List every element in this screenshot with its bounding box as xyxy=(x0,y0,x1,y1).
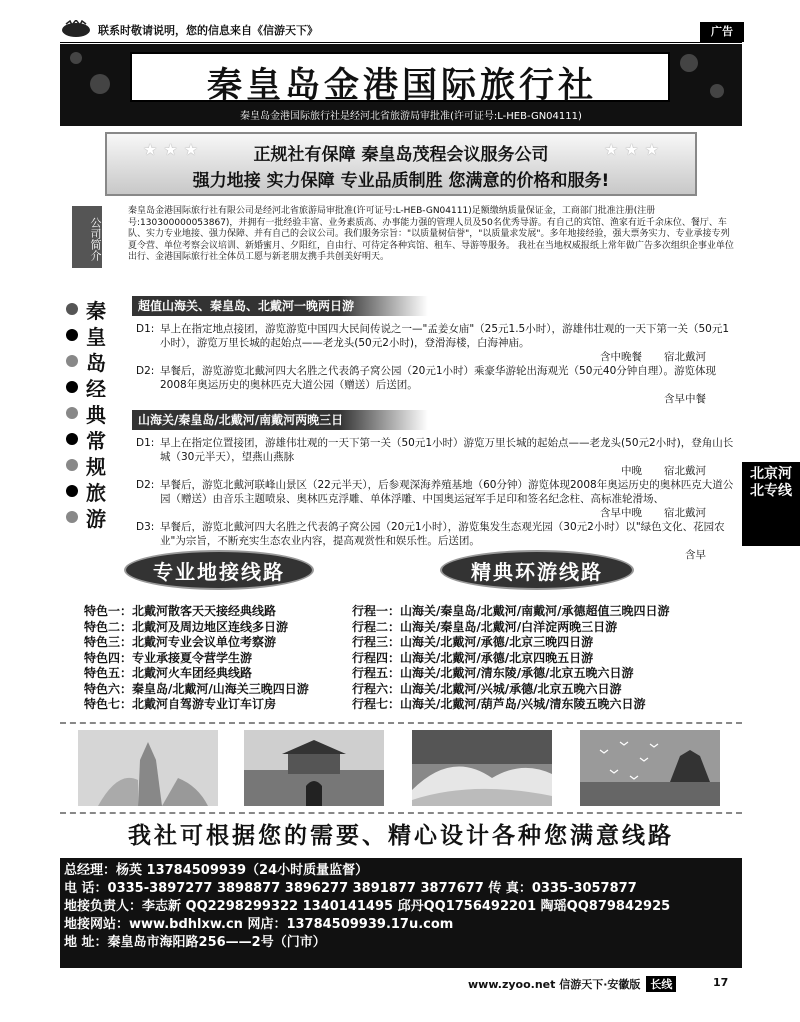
custom-routes-banner: 我社可根据您的需要、精心设计各种您满意线路 xyxy=(128,822,674,849)
day-text: 早餐后，游览游览北戴河四大名胜之代表鸽子窝公园（20元1小时）乘豪华游轮出海观光（50元40分钟自理）。游览体现2008年奥运历史的奥林匹克大道公园（赠送）后送团。 xyxy=(160,365,717,391)
slogan-line-2: 强力地接 实力保障 专业品质制胜 您满意的价格和服务! xyxy=(192,171,610,191)
list-item: 行程七：山海关/北戴河/葫芦岛/兴城/清东陵五晚六日游 xyxy=(352,697,646,711)
bullet-icon xyxy=(66,355,78,367)
day-tail: 中晚 宿北戴河 xyxy=(621,465,706,477)
vertical-char: 游 xyxy=(86,506,106,531)
publisher-logo-icon xyxy=(60,20,92,38)
list-item: 特色七：北戴河自驾游专业订车订房 xyxy=(84,697,277,711)
list-item: 行程四：山海关/北戴河/承德/北京四晚五日游 xyxy=(352,650,594,665)
phone-line: 电 话：0335-3897277 3898877 3896277 3891877 3877677 传 真：0335-3057877 xyxy=(64,881,637,896)
vertical-char: 规 xyxy=(86,454,106,479)
footer-site: www.zyoo.net 信游天下·安徽版 xyxy=(468,978,641,991)
list-item: 行程三：山海关/北戴河/承德/北京三晚四日游 xyxy=(352,635,594,649)
route-title: 超值山海关、秦皇岛、北戴河一晚两日游 xyxy=(132,296,428,316)
footer-tag: 长线 xyxy=(646,976,676,992)
list-item: 特色二：北戴河及周边地区连线多日游 xyxy=(84,619,289,634)
list-item: 特色三：北戴河专业会议单位考察游 xyxy=(84,635,277,649)
intro-text: 秦皇岛金港国际旅行社有限公司是经河北省旅游局审批准(许可证号:L-HEB-GN04111)足额缴纳质量保证金，工商部门批准注册(注册号:130300000053867)，并拥有一批经验丰富、业务素质高、办事能力强的管理人员及50名优秀导游。有自己的宾馆、渔家有近千余床位、餐厅、车队、实力专业地接、强力保障、并有自己的会议公司。我们服务宗旨："以质量树信誉"，"以质量求发展"。多年地接经验，强大票务实力、专业承接专列 夏令营、单位考察会议培训、新婚蜜月、夕阳红，自由行、可待定各种宾馆、租车、导游等服务。 我社在当地权威报纸上常年做广告多次组织企事业单位出行、金港国际旅行社全体员工愿与新老朋友携手共创美好明天。 xyxy=(128,206,734,262)
day-text: 早上在指定地点接团，游览游览中国四大民间传说之一—"孟姜女庙"（25元1.5小时），游雄伟壮观的一天下第一关（50元1小时），游览万里长城的起始点——老龙头(50元2小时)，登滑海楼，白海神庙。 xyxy=(160,323,730,349)
bullet-icon xyxy=(66,459,78,471)
slogan-box xyxy=(105,132,697,196)
bullet-icon xyxy=(66,485,78,497)
slogan-line-1: 正规社有保障 秦皇岛茂程会议服务公司 xyxy=(253,145,549,165)
vertical-char: 经 xyxy=(86,376,106,401)
top-strip xyxy=(0,0,800,42)
vertical-char: 皇 xyxy=(86,324,106,349)
list-item: 行程六：山海关/北戴河/兴城/承德/北京五晚六日游 xyxy=(352,681,622,696)
decor-dot xyxy=(680,54,698,72)
vertical-char: 岛 xyxy=(86,350,106,375)
day-tail: 含早中晚 宿北戴河 xyxy=(600,507,706,519)
route-details xyxy=(136,436,736,562)
ad-tab: 广告 xyxy=(700,22,744,42)
bullet-icon xyxy=(66,407,78,419)
decor-dot xyxy=(710,84,724,98)
great-wall-gate-photo xyxy=(244,730,384,806)
list-item: 特色四：专业承接夏令营学生游 xyxy=(84,650,253,665)
divider xyxy=(60,42,742,43)
list-item: 行程二：山海关/秦皇岛/北戴河/白洋淀两晚三日游 xyxy=(352,619,618,634)
star-icon: ★★★ xyxy=(143,140,205,159)
statue-photo xyxy=(78,730,218,806)
bullet-icon xyxy=(66,511,78,523)
list-item: 行程一：山海关/秦皇岛/北戴河/南戴河/承德超值三晚四日游 xyxy=(352,604,670,618)
day-text: 早上在指定位置接团，游雄伟壮观的一天下第一关（50元1小时）游览万里长城的起始点——老龙头(50元2小时)，登角山长城（30元半天），望燕山燕脉 xyxy=(160,437,734,463)
intro-tag: 公司简介 xyxy=(72,206,102,268)
side-category-tab: 北京河北专线 xyxy=(742,462,800,546)
list-item: 特色一：北戴河散客天天接经典线路 xyxy=(84,604,277,618)
vertical-char: 典 xyxy=(86,402,106,427)
itineraries-list xyxy=(352,604,670,713)
contact-panel xyxy=(60,858,742,968)
list-item: 特色六：秦皇岛/北戴河/山海关三晚四日游 xyxy=(84,681,309,696)
source-notice: 联系时敬请说明，您的信息来自《信游天下》 xyxy=(98,24,318,37)
features-list xyxy=(84,604,309,713)
bullet-icon xyxy=(66,303,78,315)
website-line: 地接网站：www.bdhlxw.cn 网店：13784509939.17u.com xyxy=(64,917,454,932)
address-line: 地 址：秦皇岛市海阳路256——2号（门市） xyxy=(64,935,326,950)
decor-dot xyxy=(90,74,110,94)
day-row: D1: 早上在指定地点接团，游览游览中国四大民间传说之一—"孟姜女庙"（25元1.5小时），游雄伟壮观的一天下第一关（50元1小时），游览万里长城的起始点——老龙头(50元2小时)，登滑海楼，白海神庙。 xyxy=(136,322,736,350)
day-text: 早餐后，游览北戴河联峰山景区（22元半天），后参观深海养殖基地（60分钟）游览体现2008年奥运历史的奥林匹克大道公园（赠送）由音乐主题喷泉、奥林匹克浮雕、单体浮雕、中国奥运冠军手足印和签名纪念柱、高标准轮滑场、 xyxy=(160,479,734,505)
list-item: 行程五：山海关/北戴河/清东陵/承德/北京五晚六日游 xyxy=(352,666,634,680)
vertical-char: 旅 xyxy=(86,480,106,505)
footer xyxy=(468,976,676,992)
header-banner xyxy=(60,44,742,126)
manager-line: 总经理：杨英 13784509939（24小时质量监督） xyxy=(64,863,369,878)
day-text: 早餐后，游览北戴河四大名胜之代表鸽子窝公园（20元1小时），游览集发生态观光园（30元2小时）以"绿色文化、花园农业"为宗旨，不断充实生态农业内容，提高观赏性和娱乐性。后送团。 xyxy=(160,521,725,547)
bullet-icon xyxy=(66,433,78,445)
day-tail: 含早 xyxy=(685,549,706,561)
page-title: 秦皇岛金港国际旅行社 xyxy=(206,66,597,106)
title-box xyxy=(130,52,670,106)
vertical-title xyxy=(66,296,116,530)
seagulls-pavilion-photo xyxy=(580,730,720,806)
decor-dot xyxy=(70,52,82,64)
page-number: 17 xyxy=(713,976,729,989)
tour-routes-heading: 精典环游线路 xyxy=(440,550,634,590)
vertical-char: 常 xyxy=(86,428,106,453)
route-title: 山海关/秦皇岛/北戴河/南戴河两晚三日 xyxy=(132,410,428,430)
list-item: 特色五：北戴河火车团经典线路 xyxy=(84,666,253,680)
day-tail: 含中晚餐 宿北戴河 xyxy=(600,351,706,363)
local-contact-line: 地接负责人：李志新 QQ2298299322 1340141495 邱丹QQ1756492201 陶瑶QQ879842925 xyxy=(64,899,671,914)
day-tail: 含早中餐 xyxy=(664,393,706,405)
vertical-char: 秦 xyxy=(86,298,106,323)
bullet-icon xyxy=(66,329,78,341)
approval-text: 秦皇岛金港国际旅行社是经河北省旅游局审批准(许可证号:L-HEB-GN04111) xyxy=(240,111,582,122)
day-row: D1: 早上在指定位置接团，游雄伟壮观的一天下第一关（50元1小时）游览万里长城的起始点——老龙头(50元2小时)，登角山长城（30元半天），望燕山燕脉 xyxy=(136,436,736,464)
local-routes-heading: 专业地接线路 xyxy=(124,550,314,590)
day-row: D3: 早餐后，游览北戴河四大名胜之代表鸽子窝公园（20元1小时），游览集发生态观光园（30元2小时）以"绿色文化、花园农业"为宗旨，不断充实生态农业内容，提高观赏性和娱乐性。后送团。 xyxy=(136,520,736,548)
beach-dunes-photo xyxy=(412,730,552,806)
route-details xyxy=(136,322,736,406)
star-icon: ★★★ xyxy=(603,140,665,159)
day-row: D2: 早餐后，游览北戴河联峰山景区（22元半天），后参观深海养殖基地（60分钟）游览体现2008年奥运历史的奥林匹克大道公园（赠送）由音乐主题喷泉、奥林匹克浮雕、单体浮雕、中国奥运冠军手足印和签名纪念柱、高标准轮滑场、 xyxy=(136,478,736,506)
bullet-icon xyxy=(66,381,78,393)
day-row: D2: 早餐后，游览游览北戴河四大名胜之代表鸽子窝公园（20元1小时）乘豪华游轮出海观光（50元40分钟自理）。游览体现2008年奥运历史的奥林匹克大道公园（赠送）后送团。 xyxy=(136,364,736,392)
